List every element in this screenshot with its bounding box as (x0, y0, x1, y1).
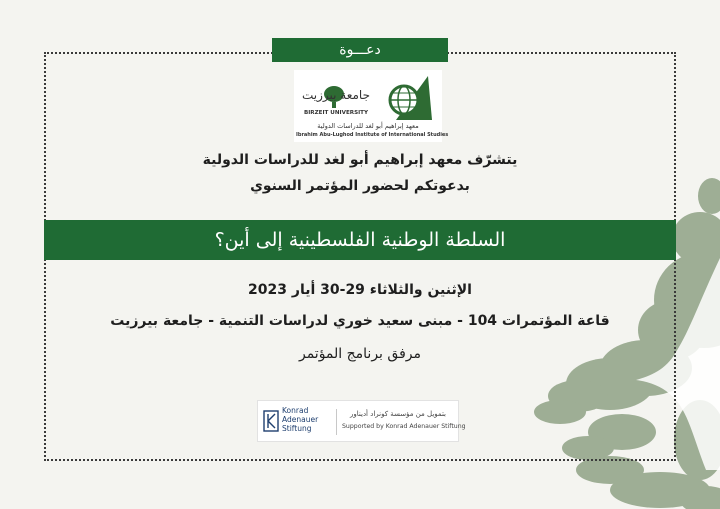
title-banner (44, 220, 676, 260)
invitation-line-1: يتشرّف معهد إبراهيم أبو لغد للدراسات الدولية (202, 152, 518, 168)
attachment-note: مرفق برنامج المؤتمر (298, 346, 421, 362)
university-name-ar: جامعة بيرزيت (301, 88, 371, 102)
event-date: الإثنين والثلاثاء 29-30 أيار 2023 (248, 282, 472, 298)
conference-title: السلطة الوطنية الفلسطينية إلى أين؟ (214, 229, 506, 251)
invitation-line-2: بدعوتكم لحضور المؤتمر السنوي (250, 178, 470, 194)
sponsor-divider (336, 409, 337, 435)
institution-logos (294, 70, 449, 142)
university-name: BIRZEIT UNIVERSITY (303, 110, 369, 116)
institute-name: Ibrahim Abu-Lughod Institute of International Studies (296, 132, 449, 138)
sponsor-name: Konrad Adenauer Stiftung (282, 406, 319, 433)
event-venue: قاعة المؤتمرات 104 - مبنى سعيد خوري لدراسات التنمية - جامعة بيرزيت (110, 313, 610, 329)
sponsor-support-ar: بتمويل من مؤسسة كونراد أديناور (349, 410, 447, 418)
institute-name-ar: معهد إبراهيم أبو لغد للدراسات الدولية (317, 122, 419, 130)
invitation-tab: دعـــوة (272, 38, 448, 62)
kas-logo-icon (263, 410, 279, 432)
globe-logo-icon (390, 76, 432, 120)
sponsor-box (257, 400, 466, 442)
sponsor-support-en: Supported by Konrad Adenauer Stiftung (342, 423, 466, 430)
